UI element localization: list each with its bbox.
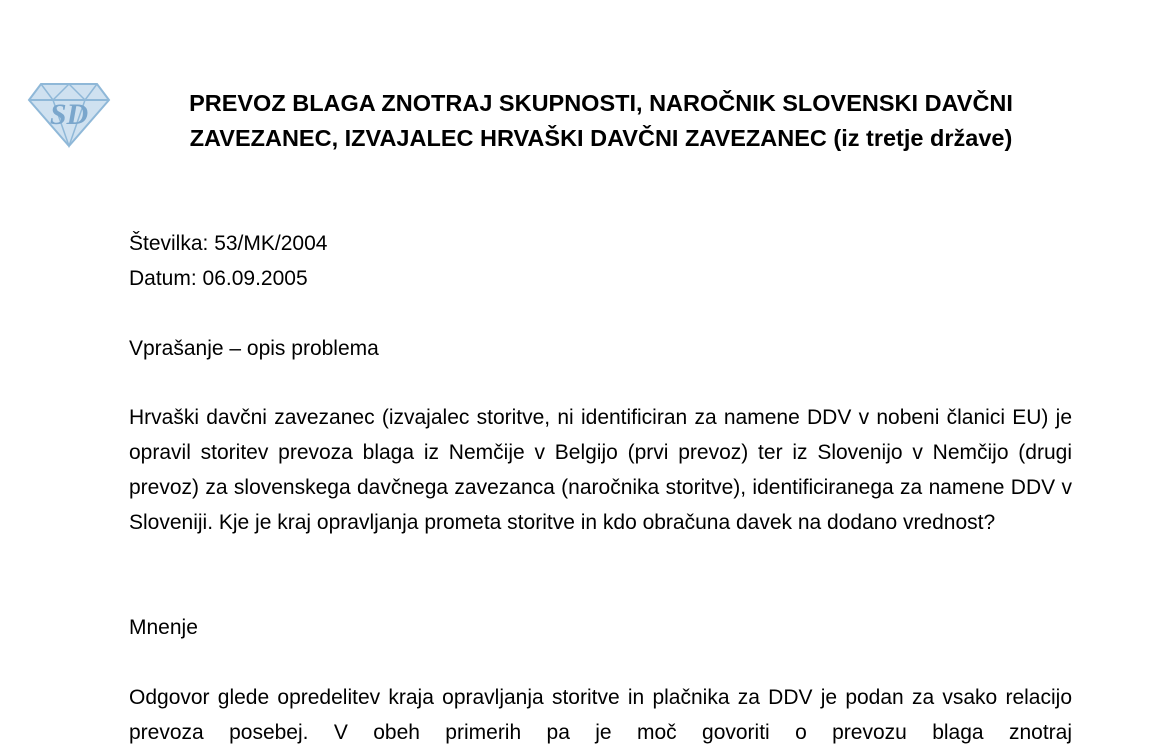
- question-text: Hrvaški davčni zavezanec (izvajalec storitve, ni identificiran za namene DDV v nobeni članici EU) je opravil storitev prevoza blaga iz Nemčije v Belgijo (prvi prevoz) ter iz Slovenijo v Nemčijo (drugi prevoz) za slovenskega davčnega zavezanca (naročnika storitve), identificiranega za namene DDV v Sloveniji. Kje je kraj opravljanja prometa storitve in kdo obračuna davek na dodano vrednost?: [129, 406, 1072, 534]
- document-number: Številka: 53/MK/2004: [129, 232, 328, 255]
- opinion-heading-text: Mnenje: [129, 616, 198, 639]
- logo-lettering: SD: [49, 98, 89, 131]
- opinion-text: Odgovor glede opredelitev kraja opravljanja storitve in plačnika za DDV je podan za vsako relacijo prevoza posebej. V obeh primerih pa je moč govoriti o prevozu blaga znotraj: [129, 686, 1072, 744]
- question-heading: [129, 331, 1072, 366]
- document-meta: [129, 226, 1072, 296]
- diamond-logo-icon: [27, 80, 111, 150]
- document-title: PREVOZ BLAGA ZNOTRAJ SKUPNOSTI, NAROČNIK SLOVENSKI DAVČNI ZAVEZANEC, IZVAJALEC HRVAŠKI DAVČNI ZAVEZANEC (iz tretje države): [189, 90, 1013, 151]
- question-heading-text: Vprašanje – opis problema: [129, 337, 379, 360]
- opinion-heading: [129, 610, 1072, 645]
- opinion-section: [129, 680, 1072, 750]
- document-date: Datum: 06.09.2005: [129, 267, 308, 290]
- question-section: [129, 400, 1072, 540]
